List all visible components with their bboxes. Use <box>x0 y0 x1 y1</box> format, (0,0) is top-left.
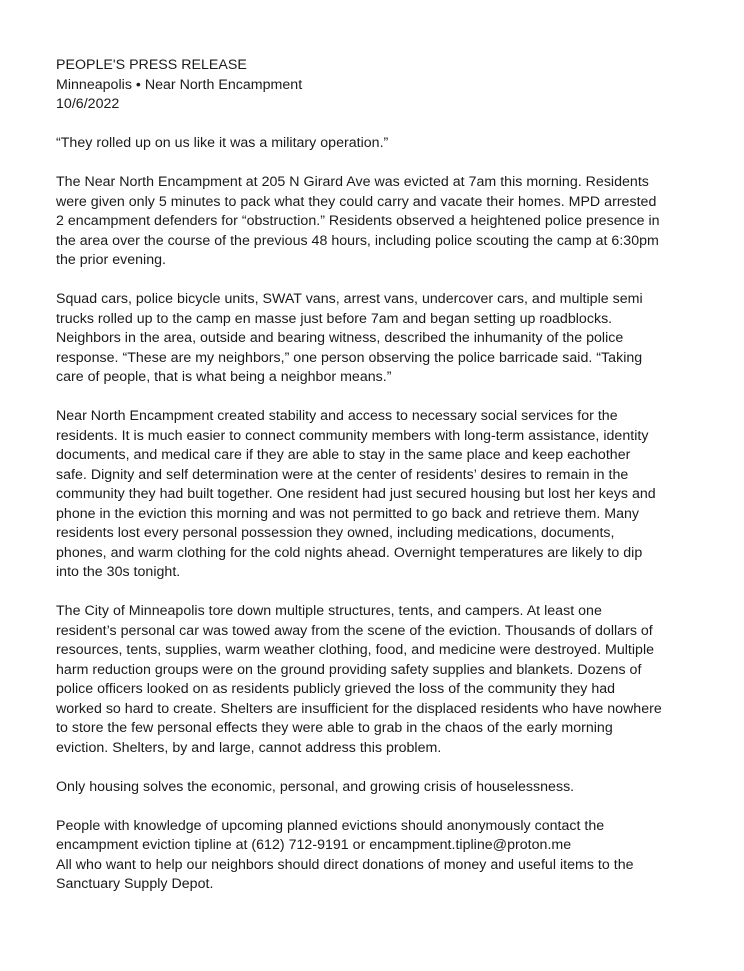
paragraph-line: to store the few personal effects they were able to grab in the chaos of the early morning <box>56 720 613 736</box>
paragraph-line: 2 encampment defenders for “obstruction.” Residents observed a heightened police presence in <box>56 213 660 229</box>
paragraph-line: the prior evening. <box>56 252 166 268</box>
paragraph-line: The City of Minneapolis tore down multiple structures, tents, and campers. At least one <box>56 603 602 619</box>
press-release-body <box>56 134 674 895</box>
paragraph-line: response. “These are my neighbors,” one person observing the police barricade said. “Taking <box>56 349 643 366</box>
header-title: PEOPLE'S PRESS RELEASE <box>56 57 247 73</box>
paragraph-line: resources, tents, supplies, warm weather clothing, food, and medicine were destroyed. Multiple <box>56 642 655 658</box>
paragraph-line: worked so hard to create. Shelters are insufficient for the displaced residents who have nowhere <box>56 700 662 717</box>
paragraph-line: resident’s personal car was towed away from the scene of the eviction. Thousands of dollars of <box>56 622 653 639</box>
paragraph-line: community they had built together. One resident had just secured housing but lost her keys and <box>56 486 656 502</box>
paragraph-line: residents lost every personal possession they owned, including medications, documents, <box>56 525 615 541</box>
paragraph-3 <box>56 290 674 388</box>
paragraph-line: were given only 5 minutes to pack what they could carry and vacate their homes. MPD arrested <box>56 193 657 210</box>
paragraph-line: Sanctuary Supply Depot. <box>56 876 214 892</box>
paragraph-line: “They rolled up on us like it was a military operation.” <box>56 135 389 151</box>
paragraph-6 <box>56 778 674 798</box>
paragraph-1 <box>56 134 674 154</box>
header-location: Minneapolis • Near North Encampment <box>56 76 303 93</box>
paragraph-line: trucks rolled up to the camp en masse just before 7am and began setting up roadblocks. <box>56 310 613 327</box>
paragraph-line: police officers looked on as residents publicly grieved the loss of the community they had <box>56 681 616 697</box>
paragraph-4 <box>56 407 674 583</box>
paragraph-line: eviction. Shelters, by and large, cannot address this problem. <box>56 739 442 756</box>
press-release-header <box>56 56 674 115</box>
paragraph-5 <box>56 602 674 758</box>
paragraph-line: safe. Dignity and self determination were at the center of residents’ desires to remain in the <box>56 466 629 483</box>
paragraph-line: residents. It is much easier to connect community members with long-term assistance, identity <box>56 427 649 444</box>
header-date: 10/6/2022 <box>56 96 120 112</box>
paragraph-line: into the 30s tonight. <box>56 564 181 580</box>
paragraph-7 <box>56 817 674 895</box>
paragraph-line: encampment eviction tipline at (612) 712-9191 or encampment.tipline@proton.me <box>56 837 572 853</box>
paragraph-2 <box>56 173 674 271</box>
paragraph-line: Neighbors in the area, outside and bearing witness, described the inhumanity of the police <box>56 330 624 346</box>
paragraph-line: documents, and medical care if they are able to stay in the same place and keep eachother <box>56 447 631 463</box>
paragraph-line: People with knowledge of upcoming planned evictions should anonymously contact the <box>56 817 605 834</box>
paragraph-line: the area over the course of the previous 48 hours, including police scouting the camp at 6:30pm <box>56 232 659 249</box>
paragraph-line: Only housing solves the economic, personal, and growing crisis of houselessness. <box>56 778 575 795</box>
paragraph-line: phones, and warm clothing for the cold nights ahead. Overnight temperatures are likely to dip <box>56 544 643 561</box>
paragraph-line: All who want to help our neighbors should direct donations of money and useful items to the <box>56 856 634 873</box>
paragraph-line: Squad cars, police bicycle units, SWAT vans, arrest vans, undercover cars, and multiple semi <box>56 291 643 307</box>
paragraph-line: care of people, that is what being a neighbor means.” <box>56 369 392 385</box>
paragraph-line: phone in the eviction this morning and was not permitted to go back and retrieve them. Many <box>56 505 640 522</box>
paragraph-line: harm reduction groups were on the ground providing safety supplies and blankets. Dozens of <box>56 661 642 678</box>
paragraph-line: Near North Encampment created stability and access to necessary social services for the <box>56 408 618 424</box>
paragraph-line: The Near North Encampment at 205 N Girard Ave was evicted at 7am this morning. Residents <box>56 174 649 190</box>
